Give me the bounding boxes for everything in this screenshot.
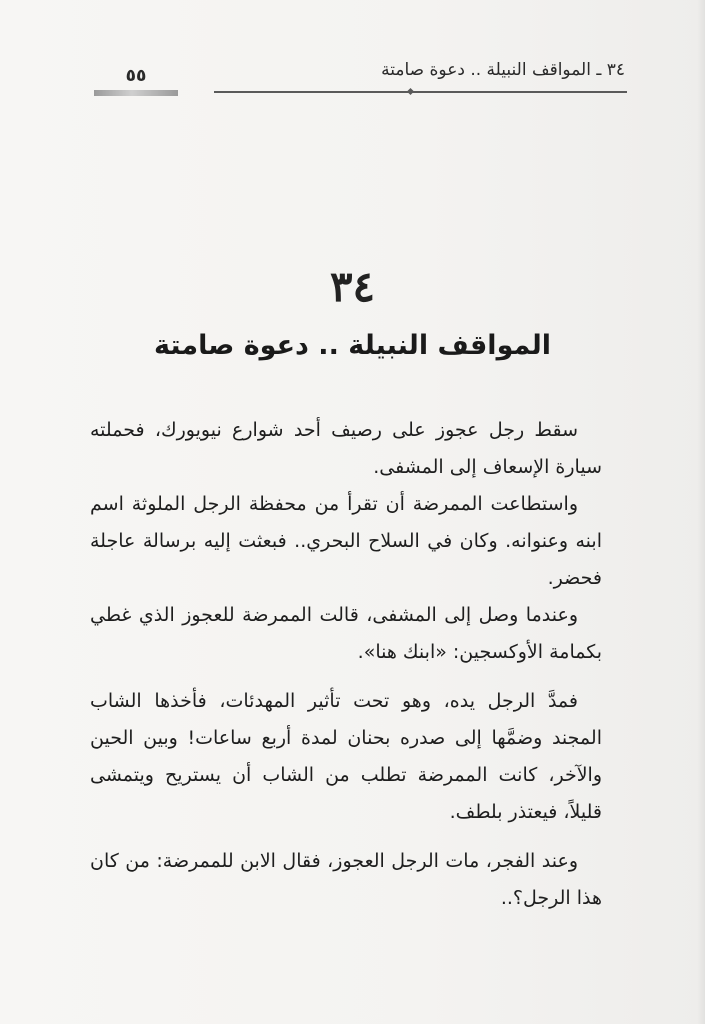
paragraph: وعندما وصل إلى المشفى، قالت الممرضة للعجوز الذي غطي بكمامة الأوكسجين: «ابنك هنا». [90,604,602,663]
paragraph: واستطاعت الممرضة أن تقرأ من محفظة الرجل الملوثة اسم ابنه وعنوانه. وكان في السلاح البحري.. فبعثت إليه برسالة عاجلة فحضر. [90,493,602,589]
paragraph: وعند الفجر، مات الرجل العجوز، فقال الابن للممرضة: من كان هذا الرجل؟.. [90,850,602,909]
chapter-title: المواقف النبيلة .. دعوة صامتة [154,330,551,361]
paragraph: سقط رجل عجوز على رصيف أحد شوارع نيويورك، فحملته سيارة الإسعاف إلى المشفى. [90,419,602,478]
running-head: ٣٤ ـ المواقف النبيلة .. دعوة صامتة [381,60,625,80]
body-text [90,412,602,917]
header-rule [214,91,627,93]
page-number-bar [94,90,178,96]
chapter-number: ٣٤ [329,262,376,311]
paragraph: فمدَّ الرجل يده، وهو تحت تأثير المهدئات، فأخذها الشاب المجند وضمَّها إلى صدره بحنان لمدة أربع ساعات! وبين الحين والآخر، كانت الممرضة تطلب من الشاب أن يستريح ويتمشى قليلاً، فيعتذر بلطف. [90,690,602,823]
page-number: ٥٥ [125,66,147,86]
page-edge-shadow [697,0,705,1024]
